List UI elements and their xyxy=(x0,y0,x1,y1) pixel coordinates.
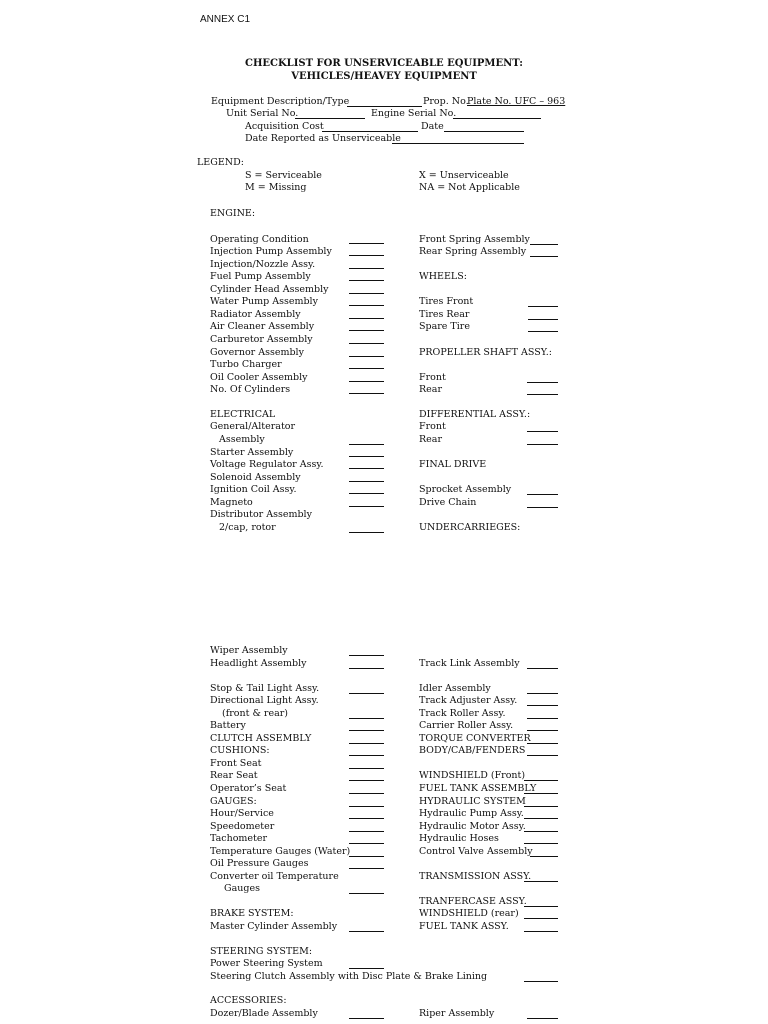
check-item-blank[interactable] xyxy=(524,806,558,807)
plate-no-value: Plate No. UFC – 963 xyxy=(467,96,566,107)
section-heading: ELECTRICAL xyxy=(210,409,276,420)
check-item-label: Starter Assembly xyxy=(210,447,294,458)
check-item-label: Carrier Roller Assy. xyxy=(419,720,514,731)
check-item-label: WINDSHIELD (Front) xyxy=(419,770,526,781)
check-item-label: Dozer/Blade Assembly xyxy=(210,1008,318,1019)
check-item-blank[interactable] xyxy=(349,243,384,244)
check-item-blank[interactable] xyxy=(349,368,384,369)
check-item-label: Track Roller Assy. xyxy=(419,708,506,719)
check-item-blank[interactable] xyxy=(527,394,558,395)
check-item-blank[interactable] xyxy=(349,268,384,269)
check-item-label: Converter oil Temperature xyxy=(210,871,339,882)
check-item-blank[interactable] xyxy=(349,305,384,306)
check-item-label: Rear xyxy=(419,434,442,445)
check-item-label: Directional Light Assy. xyxy=(210,695,319,706)
section-heading: FINAL DRIVE xyxy=(419,459,487,470)
check-item-blank[interactable] xyxy=(349,780,384,781)
check-item-label: Front xyxy=(419,421,446,432)
check-item-label: Front Seat xyxy=(210,758,262,769)
check-item-blank[interactable] xyxy=(349,468,384,469)
check-item-blank[interactable] xyxy=(524,843,558,844)
check-item-label: Injection Pump Assembly xyxy=(210,246,332,257)
check-item-label: Tachometer xyxy=(210,833,268,844)
annex-label: ANNEX C1 xyxy=(200,14,251,25)
section-heading: CUSHIONS: xyxy=(210,745,270,756)
check-item-blank[interactable] xyxy=(349,931,384,932)
engine-serial-label: Engine Serial No. xyxy=(371,108,457,119)
check-item-blank[interactable] xyxy=(524,818,558,819)
check-item-label: Voltage Regulator Assy. xyxy=(210,459,324,470)
check-item-blank[interactable] xyxy=(349,743,384,744)
check-item-label: Cylinder Head Assembly xyxy=(210,284,329,295)
check-item-label: Steering Clutch Assembly with Disc Plate & Brake Lining xyxy=(210,971,488,982)
check-item-blank[interactable] xyxy=(349,456,384,457)
section-heading: BRAKE SYSTEM: xyxy=(210,908,294,919)
check-item-label: Battery xyxy=(210,720,246,731)
check-item-blank[interactable] xyxy=(349,718,384,719)
check-item-blank[interactable] xyxy=(349,444,384,445)
check-item-label: Rear Seat xyxy=(210,770,258,781)
check-item-blank[interactable] xyxy=(349,755,384,756)
check-item-blank[interactable] xyxy=(527,755,558,756)
section-heading: WINDSHIELD (rear) xyxy=(419,908,519,919)
check-item-blank[interactable] xyxy=(524,793,558,794)
section-heading: TORQUE CONVERTER xyxy=(419,733,531,744)
unit-serial-field[interactable] xyxy=(295,118,365,119)
check-item-blank[interactable] xyxy=(527,507,558,508)
section-heading: FUEL TANK ASSY. xyxy=(419,921,509,932)
check-item-blank[interactable] xyxy=(349,893,384,894)
section-heading: BODY/CAB/FENDERS xyxy=(419,745,526,756)
check-item-label: Wiper Assembly xyxy=(210,645,288,656)
check-item-label: Oil Pressure Gauges xyxy=(210,858,309,869)
check-item-blank[interactable] xyxy=(349,280,384,281)
check-item-label: Headlight Assembly xyxy=(210,658,307,669)
check-item-blank[interactable] xyxy=(524,881,558,882)
check-item-label: Water Pump Assembly xyxy=(210,296,318,307)
section-heading: ENGINE: xyxy=(210,208,256,219)
check-item-blank[interactable] xyxy=(349,532,384,533)
check-item-label: Hydraulic Hoses xyxy=(419,833,499,844)
check-item-label: Front Spring Assembly xyxy=(419,234,530,245)
check-item-label: Track Link Assembly xyxy=(419,658,520,669)
check-item-label: Stop & Tail Light Assy. xyxy=(210,683,320,694)
check-item-blank[interactable] xyxy=(527,444,558,445)
check-item-blank[interactable] xyxy=(527,718,558,719)
check-item-label: No. Of Cylinders xyxy=(210,384,291,395)
date-reported-label: Date Reported as Unserviceable xyxy=(245,133,401,144)
section-heading: WHEELS: xyxy=(419,271,467,282)
date-reported-field[interactable] xyxy=(392,143,524,144)
check-item-blank[interactable] xyxy=(527,494,558,495)
check-item-label: Sprocket Assembly xyxy=(419,484,512,495)
section-heading: STEERING SYSTEM: xyxy=(210,946,313,957)
section-heading: TRANSMISSION ASSY. xyxy=(419,871,532,882)
check-item-blank[interactable] xyxy=(524,906,558,907)
section-heading: ACCESSORIES: xyxy=(210,995,287,1006)
check-item-label: Rear Spring Assembly xyxy=(419,246,527,257)
check-item-blank[interactable] xyxy=(349,293,384,294)
prop-no-label: Prop. No. xyxy=(423,96,469,107)
section-heading: CLUTCH ASSEMBLY xyxy=(210,733,312,744)
check-item-label: Control Valve Assembly xyxy=(419,846,533,857)
check-item-label: Operating Condition xyxy=(210,234,309,245)
legend-missing: M = Missing xyxy=(245,182,307,193)
date-label: Date xyxy=(421,121,444,132)
legend-label: LEGEND: xyxy=(197,157,244,168)
check-item-blank[interactable] xyxy=(524,780,558,781)
check-item-label: Ignition Coil Assy. xyxy=(210,484,297,495)
check-item-blank[interactable] xyxy=(349,655,384,656)
check-item-blank[interactable] xyxy=(349,793,384,794)
check-item-blank[interactable] xyxy=(349,843,384,844)
acquisition-cost-label: Acquisition Cost xyxy=(245,121,324,132)
check-item-blank[interactable] xyxy=(349,481,384,482)
check-item-blank[interactable] xyxy=(530,856,558,857)
check-item-label: Turbo Charger xyxy=(210,359,282,370)
check-item-blank[interactable] xyxy=(527,730,558,731)
check-item-blank[interactable] xyxy=(349,1018,384,1019)
check-item-blank[interactable] xyxy=(349,668,384,669)
check-item-blank[interactable] xyxy=(527,382,558,383)
legend-unserviceable: X = Unserviceable xyxy=(419,170,509,181)
check-item-blank[interactable] xyxy=(349,330,384,331)
check-item-label: Master Cylinder Assembly xyxy=(210,921,338,932)
check-item-blank[interactable] xyxy=(524,981,558,982)
section-heading: PROPELLER SHAFT ASSY.: xyxy=(419,347,552,358)
check-item-label: Oil Cooler Assembly xyxy=(210,372,308,383)
check-item-label: Magneto xyxy=(210,497,253,508)
equipment-description-field[interactable] xyxy=(347,106,422,107)
document-title-line2: VEHICLES/HEAVEY EQUIPMENT xyxy=(291,71,477,82)
check-item-label: Solenoid Assembly xyxy=(210,472,301,483)
check-item-label: Fuel Pump Assembly xyxy=(210,271,311,282)
check-item-blank[interactable] xyxy=(349,493,384,494)
check-item-label: (front & rear) xyxy=(222,708,288,719)
check-item-label: Air Cleaner Assembly xyxy=(210,321,315,332)
check-item-blank[interactable] xyxy=(527,693,558,694)
equipment-description-label: Equipment Description/Type xyxy=(211,96,350,107)
check-item-blank[interactable] xyxy=(349,343,384,344)
check-item-blank[interactable] xyxy=(349,856,384,857)
check-item-blank[interactable] xyxy=(528,319,558,320)
check-item-blank[interactable] xyxy=(349,393,384,394)
legend-not-applicable: NA = Not Applicable xyxy=(419,182,520,193)
section-heading: UNDERCARRIEGES: xyxy=(419,522,521,533)
section-heading: HYDRAULIC SYSTEM xyxy=(419,796,526,807)
check-item-blank[interactable] xyxy=(349,806,384,807)
check-item-label: Power Steering System xyxy=(210,958,323,969)
check-item-label: Carburetor Assembly xyxy=(210,334,313,345)
check-item-blank[interactable] xyxy=(527,1018,558,1019)
check-item-blank[interactable] xyxy=(527,431,558,432)
check-item-blank[interactable] xyxy=(349,968,384,969)
legend-serviceable: S = Serviceable xyxy=(245,170,322,181)
check-item-blank[interactable] xyxy=(530,244,558,245)
check-item-label: 2/cap, rotor xyxy=(219,522,276,533)
engine-serial-field[interactable] xyxy=(453,118,541,119)
check-item-label: Operator’s Seat xyxy=(210,783,287,794)
check-item-label: Hydraulic Motor Assy. xyxy=(419,821,526,832)
check-item-label: Hydraulic Pump Assy. xyxy=(419,808,524,819)
check-item-label: Speedometer xyxy=(210,821,275,832)
check-item-blank[interactable] xyxy=(527,668,558,669)
check-item-blank[interactable] xyxy=(530,256,558,257)
check-item-blank[interactable] xyxy=(349,356,384,357)
check-item-blank[interactable] xyxy=(527,743,558,744)
check-item-blank[interactable] xyxy=(528,331,558,332)
check-item-blank[interactable] xyxy=(349,831,384,832)
acquisition-cost-field[interactable] xyxy=(322,131,418,132)
check-item-blank[interactable] xyxy=(349,768,384,769)
check-item-blank[interactable] xyxy=(349,730,384,731)
check-item-label: Assembly xyxy=(219,434,265,445)
check-item-label: Gauges xyxy=(224,883,260,894)
check-item-blank[interactable] xyxy=(349,693,384,694)
check-item-blank[interactable] xyxy=(528,306,558,307)
check-item-label: Track Adjuster Assy. xyxy=(419,695,518,706)
check-item-label: Hour/Service xyxy=(210,808,274,819)
section-heading: DIFFERENTIAL ASSY.: xyxy=(419,409,531,420)
check-item-blank[interactable] xyxy=(349,506,384,507)
check-item-label: Temperature Gauges (Water) xyxy=(210,846,351,857)
check-item-label: Governor Assembly xyxy=(210,347,304,358)
check-item-label: Rear xyxy=(419,384,442,395)
check-item-label: Tires Rear xyxy=(419,309,470,320)
check-item-blank[interactable] xyxy=(349,818,384,819)
check-item-blank[interactable] xyxy=(524,931,558,932)
check-item-blank[interactable] xyxy=(349,868,384,869)
check-item-label: Riper Assembly xyxy=(419,1008,495,1019)
section-heading: GAUGES: xyxy=(210,796,257,807)
check-item-blank[interactable] xyxy=(524,831,558,832)
check-item-blank[interactable] xyxy=(524,918,558,919)
check-item-blank[interactable] xyxy=(527,705,558,706)
check-item-label: Tires Front xyxy=(419,296,474,307)
check-item-blank[interactable] xyxy=(349,255,384,256)
check-item-label: Distributor Assembly xyxy=(210,509,312,520)
document-title-line1: CHECKLIST FOR UNSERVICEABLE EQUIPMENT: xyxy=(244,58,524,69)
unit-serial-label: Unit Serial No. xyxy=(226,108,299,119)
check-item-label: Idler Assembly xyxy=(419,683,491,694)
check-item-label: Drive Chain xyxy=(419,497,477,508)
date-field[interactable] xyxy=(444,131,524,132)
section-heading: FUEL TANK ASSEMBLY xyxy=(419,783,537,794)
check-item-label: General/Alterator xyxy=(210,421,296,432)
check-item-label: Spare Tire xyxy=(419,321,470,332)
check-item-blank[interactable] xyxy=(349,381,384,382)
check-item-label: Injection/Nozzle Assy. xyxy=(210,259,316,270)
check-item-label: Front xyxy=(419,372,446,383)
check-item-blank[interactable] xyxy=(349,318,384,319)
section-heading: TRANFERCASE ASSY. xyxy=(419,896,527,907)
check-item-label: Radiator Assembly xyxy=(210,309,301,320)
